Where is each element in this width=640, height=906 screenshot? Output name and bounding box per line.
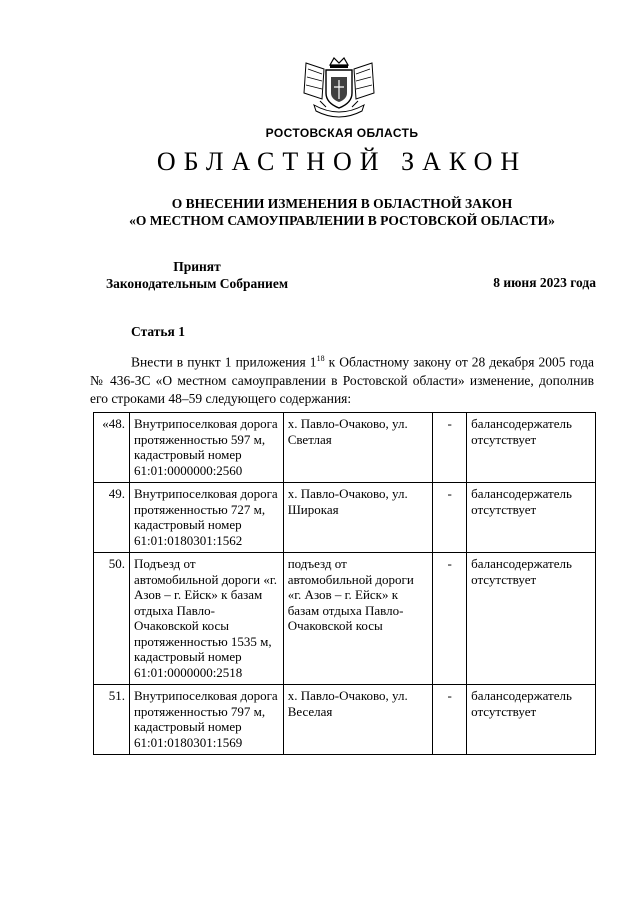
row-number: 50. bbox=[94, 553, 130, 685]
row-number: 49. bbox=[94, 483, 130, 553]
empty-cell-dash: - bbox=[433, 413, 467, 483]
document-type: ОБЛАСТНОЙ ЗАКОН bbox=[156, 147, 528, 176]
adoption-line-1: Принят bbox=[173, 259, 221, 274]
article-paragraph bbox=[90, 350, 594, 408]
road-location: х. Павло-Очаково, ул. Веселая bbox=[283, 685, 433, 755]
roads-table bbox=[93, 412, 596, 755]
row-number: «48. bbox=[94, 413, 130, 483]
law-title-line-1: О ВНЕСЕНИИ ИЗМЕНЕНИЯ В ОБЛАСТНОЙ ЗАКОН bbox=[171, 196, 513, 211]
row-number: 51. bbox=[94, 685, 130, 755]
adoption-date: 8 июня 2023 года bbox=[493, 275, 596, 290]
article-heading: Статья 1 bbox=[131, 324, 185, 339]
balance-holder: балансодержатель отсутствует bbox=[467, 553, 596, 685]
table-row bbox=[94, 685, 596, 755]
road-name: Внутрипоселковая дорога протяженностью 797 м, кадастровый номер 61:01:0180301:1569 bbox=[129, 685, 283, 755]
table-row bbox=[94, 553, 596, 685]
balance-holder: балансодержатель отсутствует bbox=[467, 483, 596, 553]
article-text-part-1: Внести в пункт 1 приложения 1 bbox=[131, 354, 317, 370]
balance-holder: балансодержатель отсутствует bbox=[467, 413, 596, 483]
region-name: РОСТОВСКАЯ ОБЛАСТЬ bbox=[265, 126, 419, 140]
balance-holder: балансодержатель отсутствует bbox=[467, 685, 596, 755]
adoption-line-2: Законодательным Собранием bbox=[105, 276, 289, 291]
road-name: Внутрипоселковая дорога протяженностью 727 м, кадастровый номер 61:01:0180301:1562 bbox=[129, 483, 283, 553]
empty-cell-dash: - bbox=[433, 685, 467, 755]
road-name: Внутрипоселковая дорога протяженностью 597 м, кадастровый номер 61:01:0000000:2560 bbox=[129, 413, 283, 483]
law-title-line-2: «О МЕСТНОМ САМОУПРАВЛЕНИИ В РОСТОВСКОЙ ОБЛАСТИ» bbox=[129, 213, 555, 228]
article-text-part-2: к Областному закону от 28 декабря 2005 года № 436-ЗС «О местном самоуправлении в Ростовской области» изменение, дополнив его строками 48–59 следующего содержания: bbox=[90, 354, 594, 406]
road-location: х. Павло-Очаково, ул. Светлая bbox=[283, 413, 433, 483]
coat-of-arms-icon bbox=[296, 55, 382, 125]
road-name: Подъезд от автомобильной дороги «г. Азов – г. Ейск» к базам отдыха Павло-Очаковской косы протяженностью 1535 м, кадастровый номер 61:01:0000000:2518 bbox=[129, 553, 283, 685]
adoption-block bbox=[92, 258, 302, 292]
road-location: х. Павло-Очаково, ул. Широкая bbox=[283, 483, 433, 553]
article-superscript: 18 bbox=[316, 354, 325, 363]
table-row bbox=[94, 413, 596, 483]
road-location: подъезд от автомобильной дороги «г. Азов – г. Ейск» к базам отдыха Павло-Очаковской косы bbox=[283, 553, 433, 685]
table-row bbox=[94, 483, 596, 553]
empty-cell-dash: - bbox=[433, 483, 467, 553]
empty-cell-dash: - bbox=[433, 553, 467, 685]
law-title bbox=[0, 195, 640, 229]
